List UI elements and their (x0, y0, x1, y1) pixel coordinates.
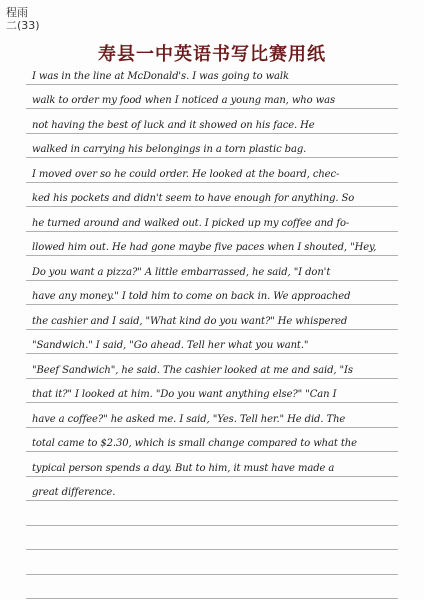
ruled-lines (26, 60, 398, 599)
ruled-line (26, 207, 398, 232)
handwritten-line: I was in the line at McDonald's. I was going to walk (32, 70, 289, 82)
handwritten-line: "Beef Sandwich", he said. The cashier looked at me and said, "Is (32, 364, 353, 376)
ruled-line (26, 330, 398, 355)
ruled-line (26, 281, 398, 306)
page-title: 寿县一中英语书写比赛用纸 (98, 44, 326, 65)
handwritten-line: great difference. (32, 487, 116, 498)
class-code: 二(33) (6, 19, 40, 32)
ruled-line (26, 403, 398, 428)
ruled-line (26, 501, 398, 526)
handwritten-line: the cashier and I said, "What kind do you want?" He whispered (32, 315, 348, 327)
ruled-line (26, 477, 398, 502)
handwritten-line: have a coffee?" he asked me. I said, "Yes. Tell her." He did. The (32, 413, 346, 425)
ruled-line (26, 526, 398, 551)
handwritten-line: walked in carrying his belongings in a torn plastic bag. (32, 144, 307, 155)
handwritten-line: he turned around and walked out. I picked up my coffee and fo- (32, 217, 350, 229)
ruled-line (26, 158, 398, 183)
author-info (6, 6, 40, 32)
ruled-line (26, 305, 398, 330)
handwritten-line: "Sandwich." I said, "Go ahead. Tell her what you want." (32, 340, 309, 351)
ruled-line (26, 550, 398, 575)
author-name: 程雨 (6, 6, 28, 19)
handwritten-line: total came to $2.30, which is small change compared to what the (32, 438, 357, 449)
ruled-line (26, 256, 398, 281)
handwritten-line: Do you want a pizza?" A little embarrassed, he said, "I don't (32, 266, 331, 278)
ruled-line (26, 379, 398, 404)
handwritten-line: ked his pockets and didn't seem to have enough for anything. So (32, 193, 355, 204)
handwritten-line: not having the best of luck and it showed on his face. He (32, 119, 315, 131)
handwritten-line: llowed him out. He had gone maybe five paces when I shouted, "Hey, (32, 242, 377, 253)
ruled-line (26, 109, 398, 134)
ruled-line (26, 232, 398, 257)
ruled-line (26, 575, 398, 600)
handwritten-line: have any money." I told him to come on back in. We approached (32, 291, 351, 302)
handwritten-line: typical person spends a day. But to him, it must have made a (32, 462, 335, 474)
handwritten-line: I moved over so he could order. He looked at the board, chec- (32, 168, 340, 180)
ruled-line (26, 354, 398, 379)
handwritten-line: walk to order my food when I noticed a young man, who was (32, 95, 335, 106)
ruled-line (26, 60, 398, 85)
ruled-line (26, 134, 398, 159)
ruled-line (26, 452, 398, 477)
ruled-line (26, 85, 398, 110)
ruled-line (26, 428, 398, 453)
ruled-line (26, 183, 398, 208)
handwritten-line: that it?" I looked at him. "Do you want anything else?" "Can I (32, 389, 337, 400)
